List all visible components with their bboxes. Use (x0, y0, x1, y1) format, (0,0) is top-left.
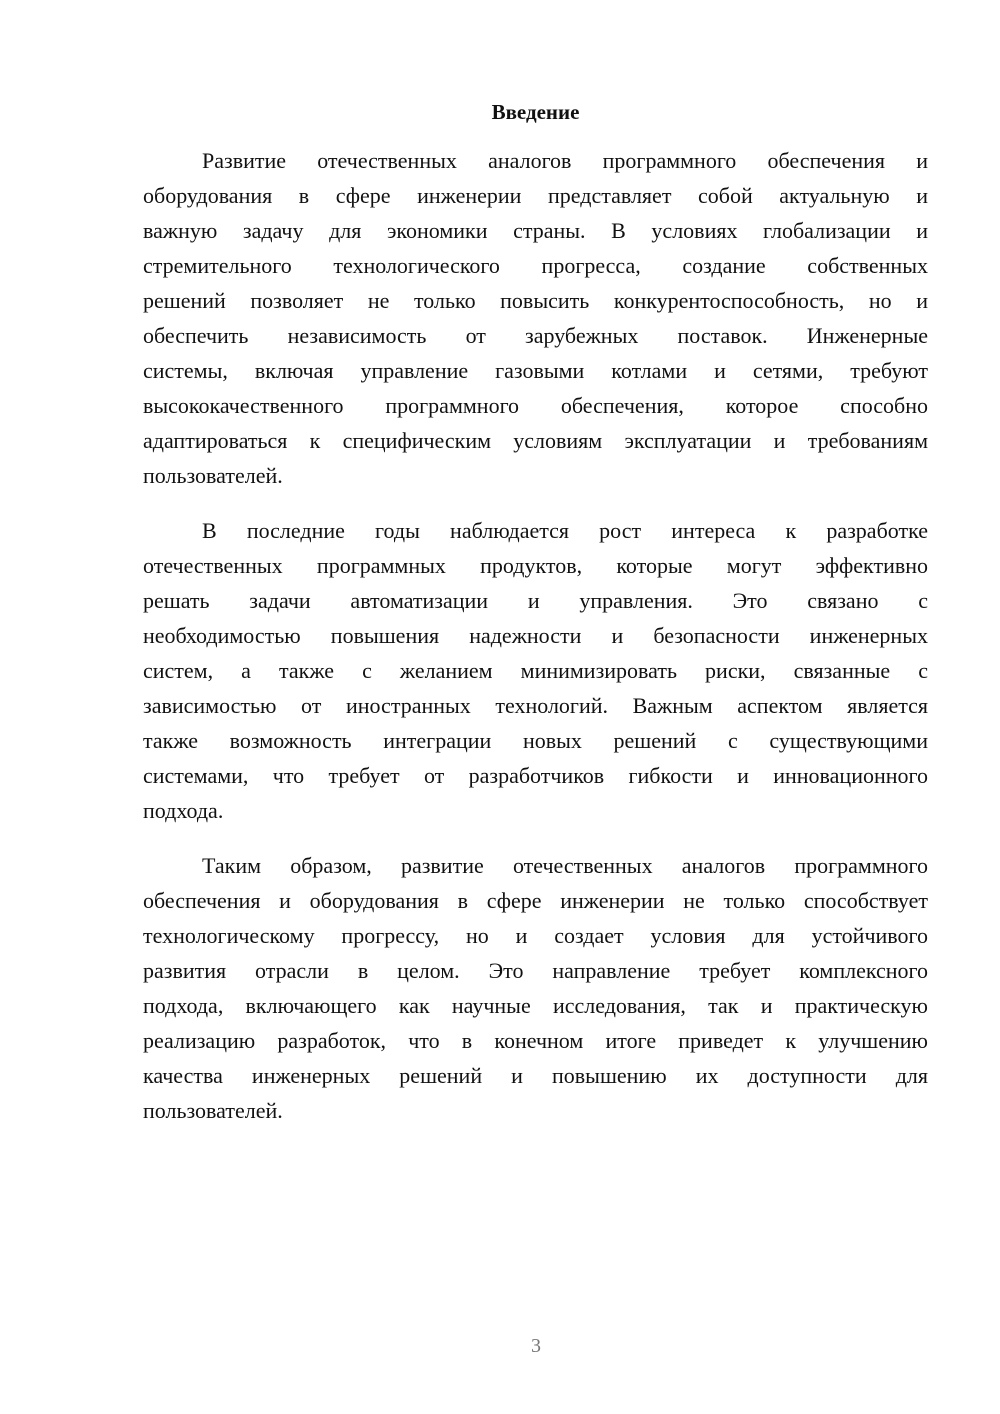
text-line: реализацию разработок, что в конечном итоге приведет к улучшению (143, 1028, 928, 1053)
text-line: технологическому прогрессу, но и создает условия для устойчивого (143, 923, 928, 948)
text-line: важную задачу для экономики страны. В условиях глобализации и (143, 218, 928, 243)
text-line: подхода, включающего как научные исследования, так и практическую (143, 993, 928, 1018)
text-line: решать задачи автоматизации и управления. Это связано с (143, 588, 928, 613)
paragraph-2 (143, 513, 928, 828)
text-line: также возможность интеграции новых решений с существующими (143, 728, 928, 753)
text-line: отечественных программных продуктов, которые могут эффективно (143, 553, 928, 578)
text-line: пользователей. (143, 1098, 283, 1123)
text-line: оборудования в сфере инженерии представляет собой актуальную и (143, 183, 928, 208)
text-line: пользователей. (143, 463, 283, 488)
section-heading: Введение (491, 100, 580, 124)
text-line: развития отрасли в целом. Это направление требует комплексного (143, 958, 928, 983)
text-line: зависимостью от иностранных технологий. Важным аспектом является (143, 693, 928, 718)
text-line: обеспечить независимость от зарубежных поставок. Инженерные (143, 323, 928, 348)
text-line: подхода. (143, 798, 224, 823)
text-line: необходимостью повышения надежности и безопасности инженерных (143, 623, 928, 648)
text-line: систем, а также с желанием минимизировать риски, связанные с (143, 658, 928, 683)
text-line: Развитие отечественных аналогов программного обеспечения и (202, 148, 928, 173)
text-line: стремительного технологического прогресса, создание собственных (143, 253, 928, 278)
text-line: решений позволяет не только повысить конкурентоспособность, но и (143, 288, 928, 313)
paragraph-3 (143, 848, 928, 1128)
document-body (143, 143, 928, 1148)
text-line: адаптироваться к специфическим условиям эксплуатации и требованиям (143, 428, 928, 453)
text-line: Таким образом, развитие отечественных аналогов программного (202, 853, 928, 878)
page-number: 3 (531, 1335, 541, 1357)
text-line: системы, включая управление газовыми котлами и сетями, требуют (143, 358, 928, 383)
paragraph-1 (143, 143, 928, 493)
text-line: системами, что требует от разработчиков гибкости и инновационного (143, 763, 928, 788)
text-line: качества инженерных решений и повышению их доступности для (143, 1063, 928, 1088)
text-line: В последние годы наблюдается рост интереса к разработке (202, 518, 928, 543)
text-line: обеспечения и оборудования в сфере инженерии не только способствует (143, 888, 928, 913)
text-line: высококачественного программного обеспечения, которое способно (143, 393, 928, 418)
